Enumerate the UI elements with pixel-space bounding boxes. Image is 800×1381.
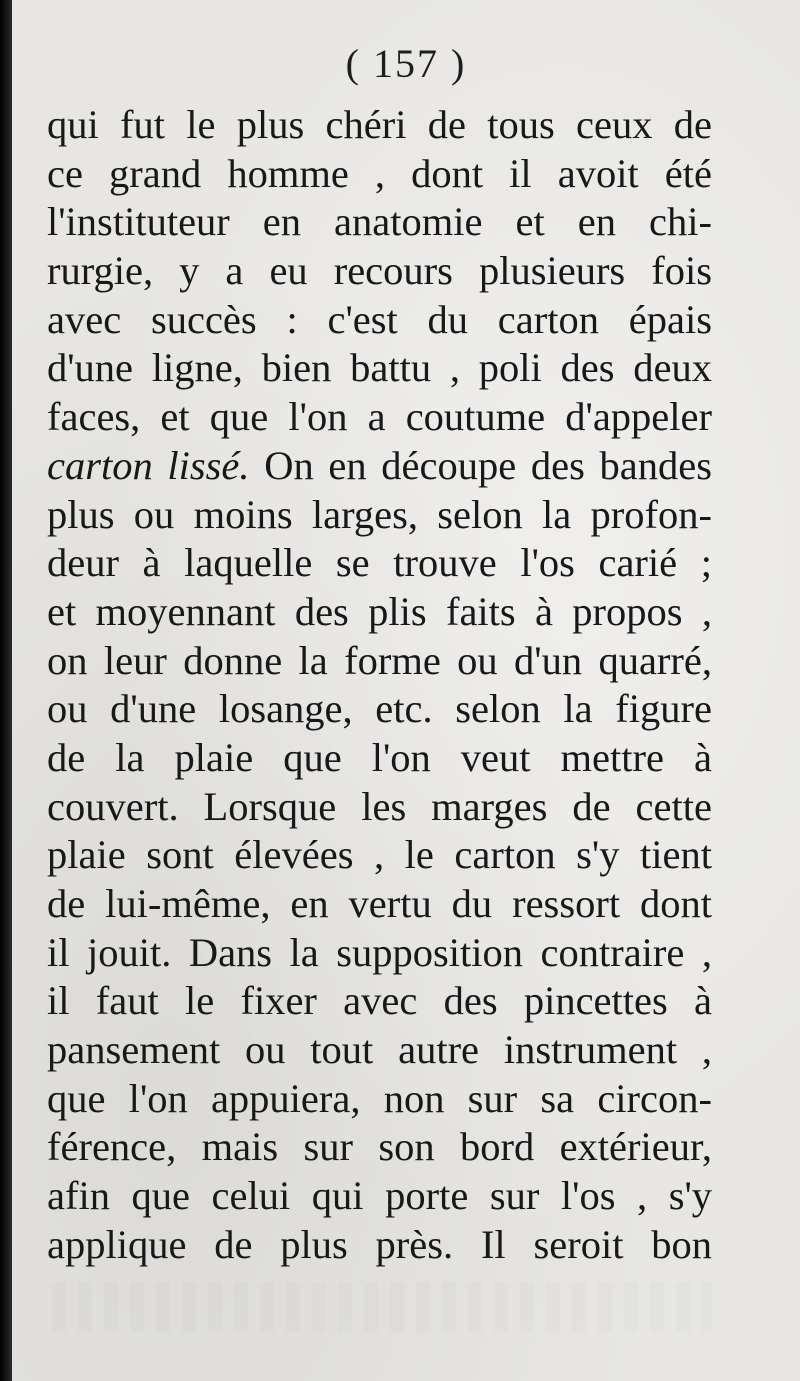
text-line: rurgie, y a eu recours plusieurs fois [47,248,712,294]
binding-shadow [0,0,12,1381]
text-line-with-italic [47,442,712,491]
text-line: il faut le fixer avec des pincettes à [47,978,712,1024]
text-line: couvert. Lorsque les marges de cette [47,783,712,829]
text-line: férence, mais sur son bord extérieur, [47,1124,712,1170]
text-line: l'instituteur en anatomie et en chi- [47,199,712,245]
show-through-texture [52,1282,712,1332]
text-line: et moyennant des plis faits à propos , [47,588,712,634]
italic-term: carton lissé. [47,442,250,488]
text-line: ou d'une losange, etc. selon la figure [47,686,712,732]
body-text [47,101,712,1270]
book-page [12,0,800,1381]
text-line: ce grand homme , dont il avoit été [47,150,712,196]
text-line: faces, et que l'on a coutume d'appeler [47,394,712,440]
text-line: que l'on appuiera, non sur sa circon- [47,1075,712,1121]
text-line: plaie sont élevées , le carton s'y tient [47,832,712,878]
text-line-rest: On en découpe des bandes [264,442,712,488]
text-line: de lui-même, en vertu du ressort dont [47,881,712,926]
text-line: pansement ou tout autre instrument , [47,1027,712,1073]
text-line: avec succès : c'est du carton épais [47,296,712,342]
text-line: d'une ligne, bien battu , poli des deux [47,345,712,391]
text-line: plus ou moins larges, selon la profon- [47,491,712,537]
text-line: de la plaie que l'on veut mettre à [47,734,712,780]
text-line: deur à laquelle se trouve l'os carié ; [47,540,712,586]
text-line: il jouit. Dans la supposition contraire , [47,929,712,975]
text-line: qui fut le plus chéri de tous ceux de [47,102,712,147]
page-number: ( 157 ) [345,41,467,86]
text-line: afin que celui qui porte sur l'os , s'y [47,1173,712,1219]
text-line: on leur donne la forme ou d'un quarré, [47,637,712,683]
text-line: applique de plus près. Il seroit bon [47,1221,712,1267]
